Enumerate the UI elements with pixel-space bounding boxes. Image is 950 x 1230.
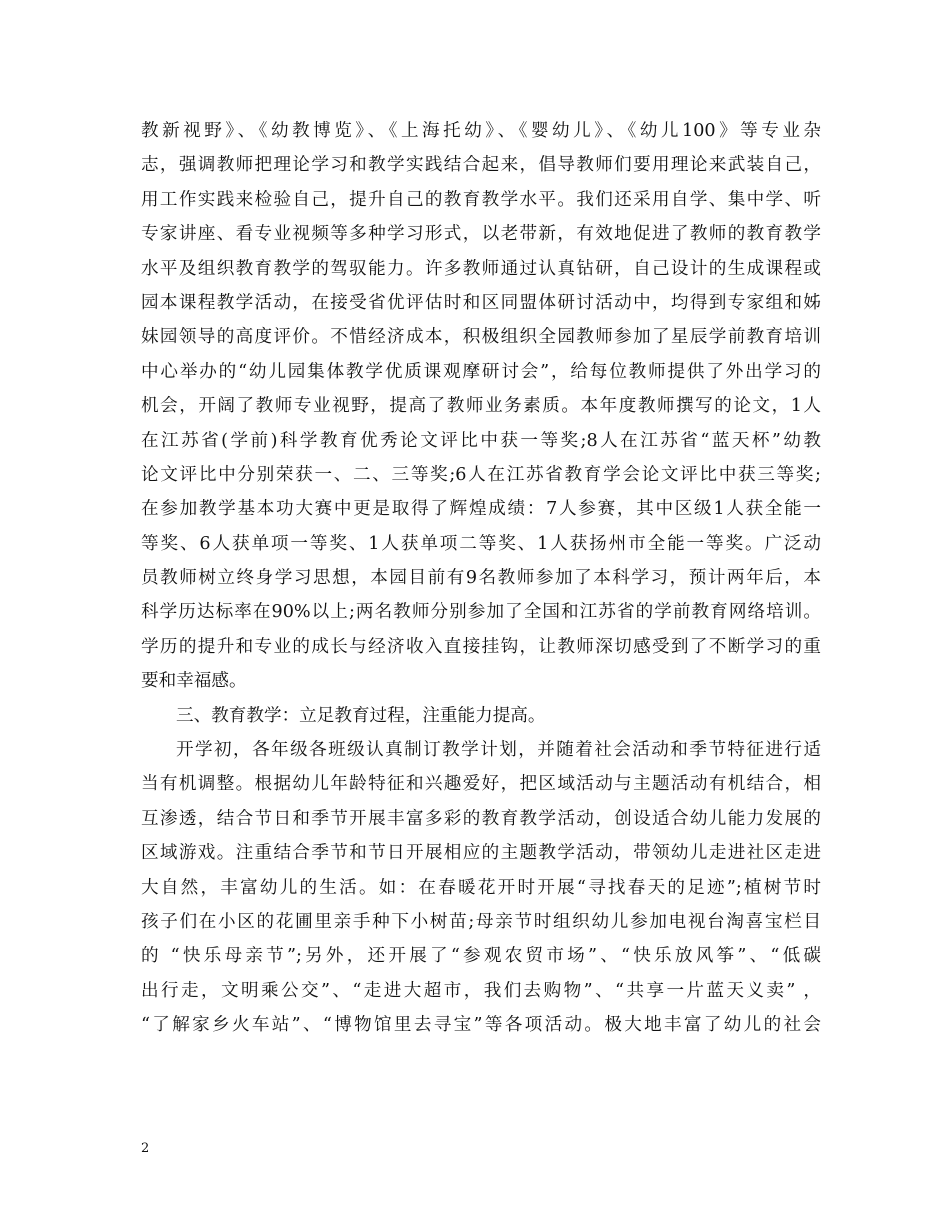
text-line: 在江苏省(学前)科学教育优秀论文评比中获一等奖;8人在江苏省“蓝天杯”幼教 <box>141 430 821 451</box>
text-line: 在参加教学基本功大赛中更是取得了辉煌成绩：7人参赛，其中区级1人获全能一 <box>141 499 821 520</box>
text-line: 妹园领导的高度评价。不惜经济成本，积极组织全园教师参加了星辰学前教育培训 <box>141 327 821 348</box>
text-line: 论文评比中分别荣获一、二、三等奖;6人在江苏省教育学会论文评比中获三等奖; <box>141 464 821 485</box>
text-line: 科学历达标率在90%以上;两名教师分别参加了全国和江苏省的学前教育网络培训。 <box>141 602 821 623</box>
text-line: 水平及组织教育教学的驾驭能力。许多教师通过认真钻研，自己设计的生成课程或 <box>141 258 821 279</box>
text-line: 志，强调教师把理论学习和教学实践结合起来，倡导教师们要用理论来武装自己， <box>141 155 821 176</box>
text-line: 当有机调整。根据幼儿年龄特征和兴趣爱好，把区域活动与主题活动有机结合，相 <box>141 774 821 795</box>
text-line: 互渗透，结合节日和季节开展丰富多彩的教育教学活动，创设适合幼儿能力发展的 <box>141 808 821 829</box>
text-line: 区域游戏。注重结合季节和节日开展相应的主题教学活动，带领幼儿走进社区走进 <box>141 843 821 864</box>
text-line: 机会，开阔了教师专业视野，提高了教师业务素质。本年度教师撰写的论文，1人 <box>141 396 821 417</box>
text-line: 专家讲座、看专业视频等多种学习形式，以老带新，有效地促进了教师的教育教学 <box>141 224 821 245</box>
text-line: 孩子们在小区的花圃里亲手种下小树苗;母亲节时组织幼儿参加电视台淘喜宝栏目 <box>141 911 821 932</box>
text-line: 中心举办的“幼儿园集体教学优质课观摩研讨会”，给每位教师提供了外出学习的 <box>141 361 821 382</box>
text-line: “了解家乡火车站”、“博物馆里去寻宝”等各项活动。极大地丰富了幼儿的社会 <box>141 1015 821 1036</box>
text-line: 的 “快乐母亲节”;另外，还开展了“参观农贸市场”、“快乐放风筝”、“低碳 <box>141 946 821 967</box>
text-line: 园本课程教学活动，在接受省优评估时和区同盟体研讨活动中，均得到专家组和姊 <box>141 292 821 313</box>
text-line: 教新视野》、《幼教博览》、《上海托幼》、《婴幼儿》、《幼儿100》等专业杂 <box>141 121 821 141</box>
text-line: 出行走，文明乘公交”、“走进大超市，我们去购物”、“共享一片蓝天义卖” ， <box>141 980 821 1001</box>
text-line: 要和幸福感。 <box>141 671 247 692</box>
text-line: 等奖、6人获单项一等奖、1人获单项二等奖、1人获扬州市全能一等奖。广泛动 <box>141 533 821 554</box>
text-line: 学历的提升和专业的成长与经济收入直接挂钩，让教师深切感受到了不断学习的重 <box>141 636 821 657</box>
text-line: 三、教育教学：立足教育过程，注重能力提高。 <box>176 705 546 726</box>
text-line: 大自然，丰富幼儿的生活。如：在春暖花开时开展“寻找春天的足迹”;植树节时 <box>141 877 821 898</box>
text-line: 用工作实践来检验自己，提升自己的教育教学水平。我们还采用自学、集中学、听 <box>141 189 821 210</box>
body-text <box>141 114 821 1043</box>
text-line: 开学初，各年级各班级认真制订教学计划，并随着社会活动和季节特征进行适 <box>176 740 821 761</box>
page-number: 2 <box>141 1141 150 1156</box>
text-line: 员教师树立终身学习思想，本园目前有9名教师参加了本科学习，预计两年后，本 <box>141 568 821 589</box>
